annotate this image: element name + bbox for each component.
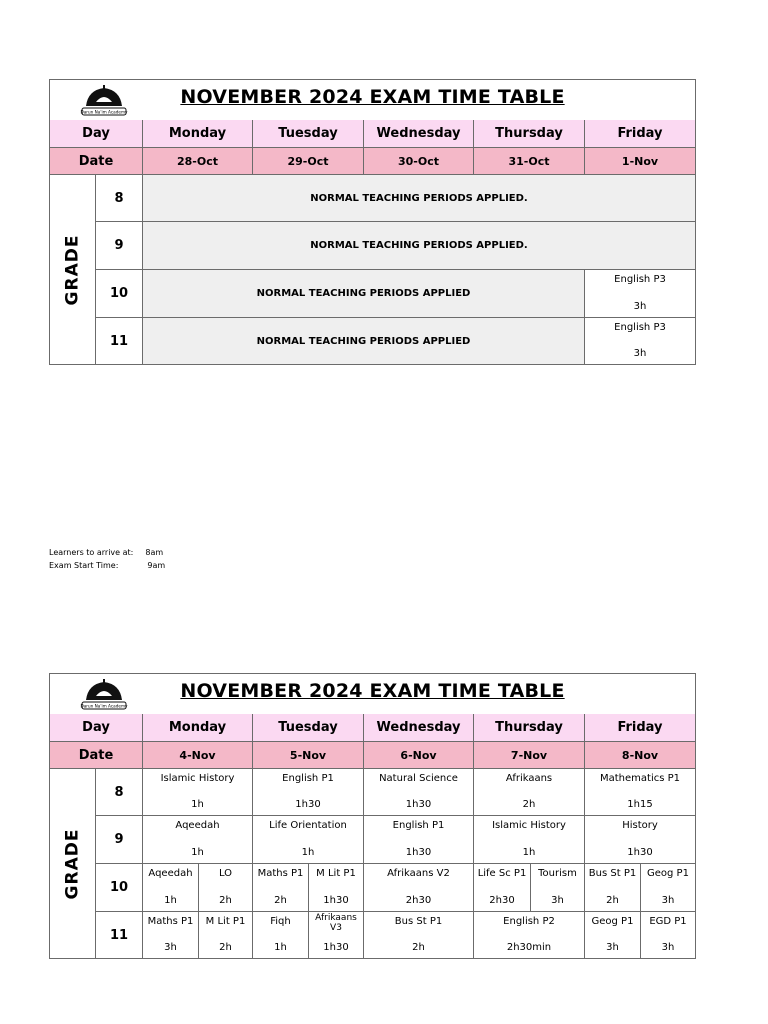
date-friday: 8-Nov — [585, 742, 695, 769]
date-tuesday: 5-Nov — [253, 742, 364, 769]
exam-cell: Afrikaans V2 2h30 — [364, 864, 474, 912]
exam-cell: LO 2h — [199, 864, 253, 912]
day-wednesday: Wednesday — [364, 714, 474, 742]
school-name: Darun Na'im Academy — [80, 703, 128, 709]
date-tuesday: 29-Oct — [253, 148, 364, 175]
date-thursday: 31-Oct — [474, 148, 585, 175]
grade-9: 9 — [96, 816, 143, 864]
exam-cell: Fiqh 1h — [253, 912, 309, 958]
exam-cell: Aqeedah 1h — [143, 816, 253, 864]
arrive-row — [49, 546, 165, 559]
exam-cell: Maths P1 2h — [253, 864, 309, 912]
date-wednesday: 30-Oct — [364, 148, 474, 175]
exam-cell: English P2 2h30min — [474, 912, 585, 958]
page-title: NOVEMBER 2024 EXAM TIME TABLE — [180, 680, 565, 702]
grade-10: 10 — [96, 270, 143, 318]
day-tuesday: Tuesday — [253, 714, 364, 742]
timetable-title-row — [50, 674, 695, 715]
exam-cell: Natural Science 1h30 — [364, 769, 474, 816]
exam-cell: History 1h30 — [585, 816, 695, 864]
grade-10: 10 — [96, 864, 143, 912]
exam-cell: Geog P1 3h — [585, 912, 641, 958]
grade-label: GRADE — [50, 769, 96, 958]
exam-cell: Islamic History 1h — [143, 769, 253, 816]
exam-cell: Tourism 3h — [531, 864, 585, 912]
grade-11: 11 — [96, 912, 143, 958]
exam-timetable-october — [49, 79, 696, 365]
arrive-time: 8am — [145, 548, 164, 557]
day-friday: Friday — [585, 120, 695, 148]
school-name: Darun Na'im Academy — [80, 109, 128, 115]
start-row — [49, 559, 165, 572]
day-thursday: Thursday — [474, 120, 585, 148]
exam-timetable-november — [49, 673, 696, 959]
exam-cell: Geog P1 3h — [641, 864, 695, 912]
exam-cell: Bus St P1 2h — [585, 864, 641, 912]
start-time: 9am — [147, 561, 166, 570]
exam-cell: English P1 1h30 — [364, 816, 474, 864]
grade-9: 9 — [96, 222, 143, 270]
page-title: NOVEMBER 2024 EXAM TIME TABLE — [180, 86, 565, 108]
exam-cell: Afrikaans 2h — [474, 769, 585, 816]
date-thursday: 7-Nov — [474, 742, 585, 769]
date-monday: 28-Oct — [143, 148, 253, 175]
grade-11-note: NORMAL TEACHING PERIODS APPLIED — [143, 318, 585, 364]
subject: English P3 — [614, 322, 666, 333]
exam-cell: Maths P1 3h — [143, 912, 199, 958]
exam-cell: EGD P1 3h — [649, 916, 687, 953]
grade-11-friday-exam — [585, 318, 695, 364]
date-wednesday: 6-Nov — [364, 742, 474, 769]
grade-label: GRADE — [50, 175, 96, 364]
day-wednesday: Wednesday — [364, 120, 474, 148]
day-thursday: Thursday — [474, 714, 585, 742]
grade-8: 8 — [96, 175, 143, 222]
exam-cell: Afrikaans V3 1h30 — [309, 912, 364, 958]
day-friday: Friday — [585, 714, 695, 742]
timetable-title-row — [50, 80, 695, 121]
exam-cell: Mathematics P1 1h15 — [585, 769, 695, 816]
exam-cell: Bus St P1 2h — [364, 912, 474, 958]
grade-8: 8 — [96, 769, 143, 816]
exam-cell: Islamic History 1h — [474, 816, 585, 864]
day-monday: Monday — [143, 714, 253, 742]
exam-cell: M Lit P1 2h — [199, 912, 253, 958]
arrival-info — [49, 546, 165, 572]
day-label: Day — [50, 120, 143, 148]
day-tuesday: Tuesday — [253, 120, 364, 148]
exam-cell: English P1 1h30 — [253, 769, 364, 816]
exam-cell: Life Sc P1 2h30 — [474, 864, 531, 912]
day-label: Day — [50, 714, 143, 742]
grade-10-note: NORMAL TEACHING PERIODS APPLIED — [143, 270, 585, 318]
date-monday: 4-Nov — [143, 742, 253, 769]
duration: 3h — [633, 348, 647, 359]
arrive-label: Learners to arrive at: — [49, 548, 134, 557]
subject: English P3 — [614, 274, 666, 285]
exam-cell: M Lit P1 1h30 — [309, 864, 364, 912]
exam-cell: Life Orientation 1h — [253, 816, 364, 864]
grade-8-note: NORMAL TEACHING PERIODS APPLIED. — [143, 175, 695, 222]
start-label: Exam Start Time: — [49, 561, 119, 570]
grade-11: 11 — [96, 318, 143, 364]
exam-cell: Aqeedah 1h — [143, 864, 199, 912]
grade-10-friday-exam — [585, 270, 695, 318]
day-monday: Monday — [143, 120, 253, 148]
grade-9-note: NORMAL TEACHING PERIODS APPLIED. — [143, 222, 695, 270]
date-friday: 1-Nov — [585, 148, 695, 175]
date-label: Date — [50, 742, 143, 769]
duration: 3h — [633, 301, 647, 312]
date-label: Date — [50, 148, 143, 175]
